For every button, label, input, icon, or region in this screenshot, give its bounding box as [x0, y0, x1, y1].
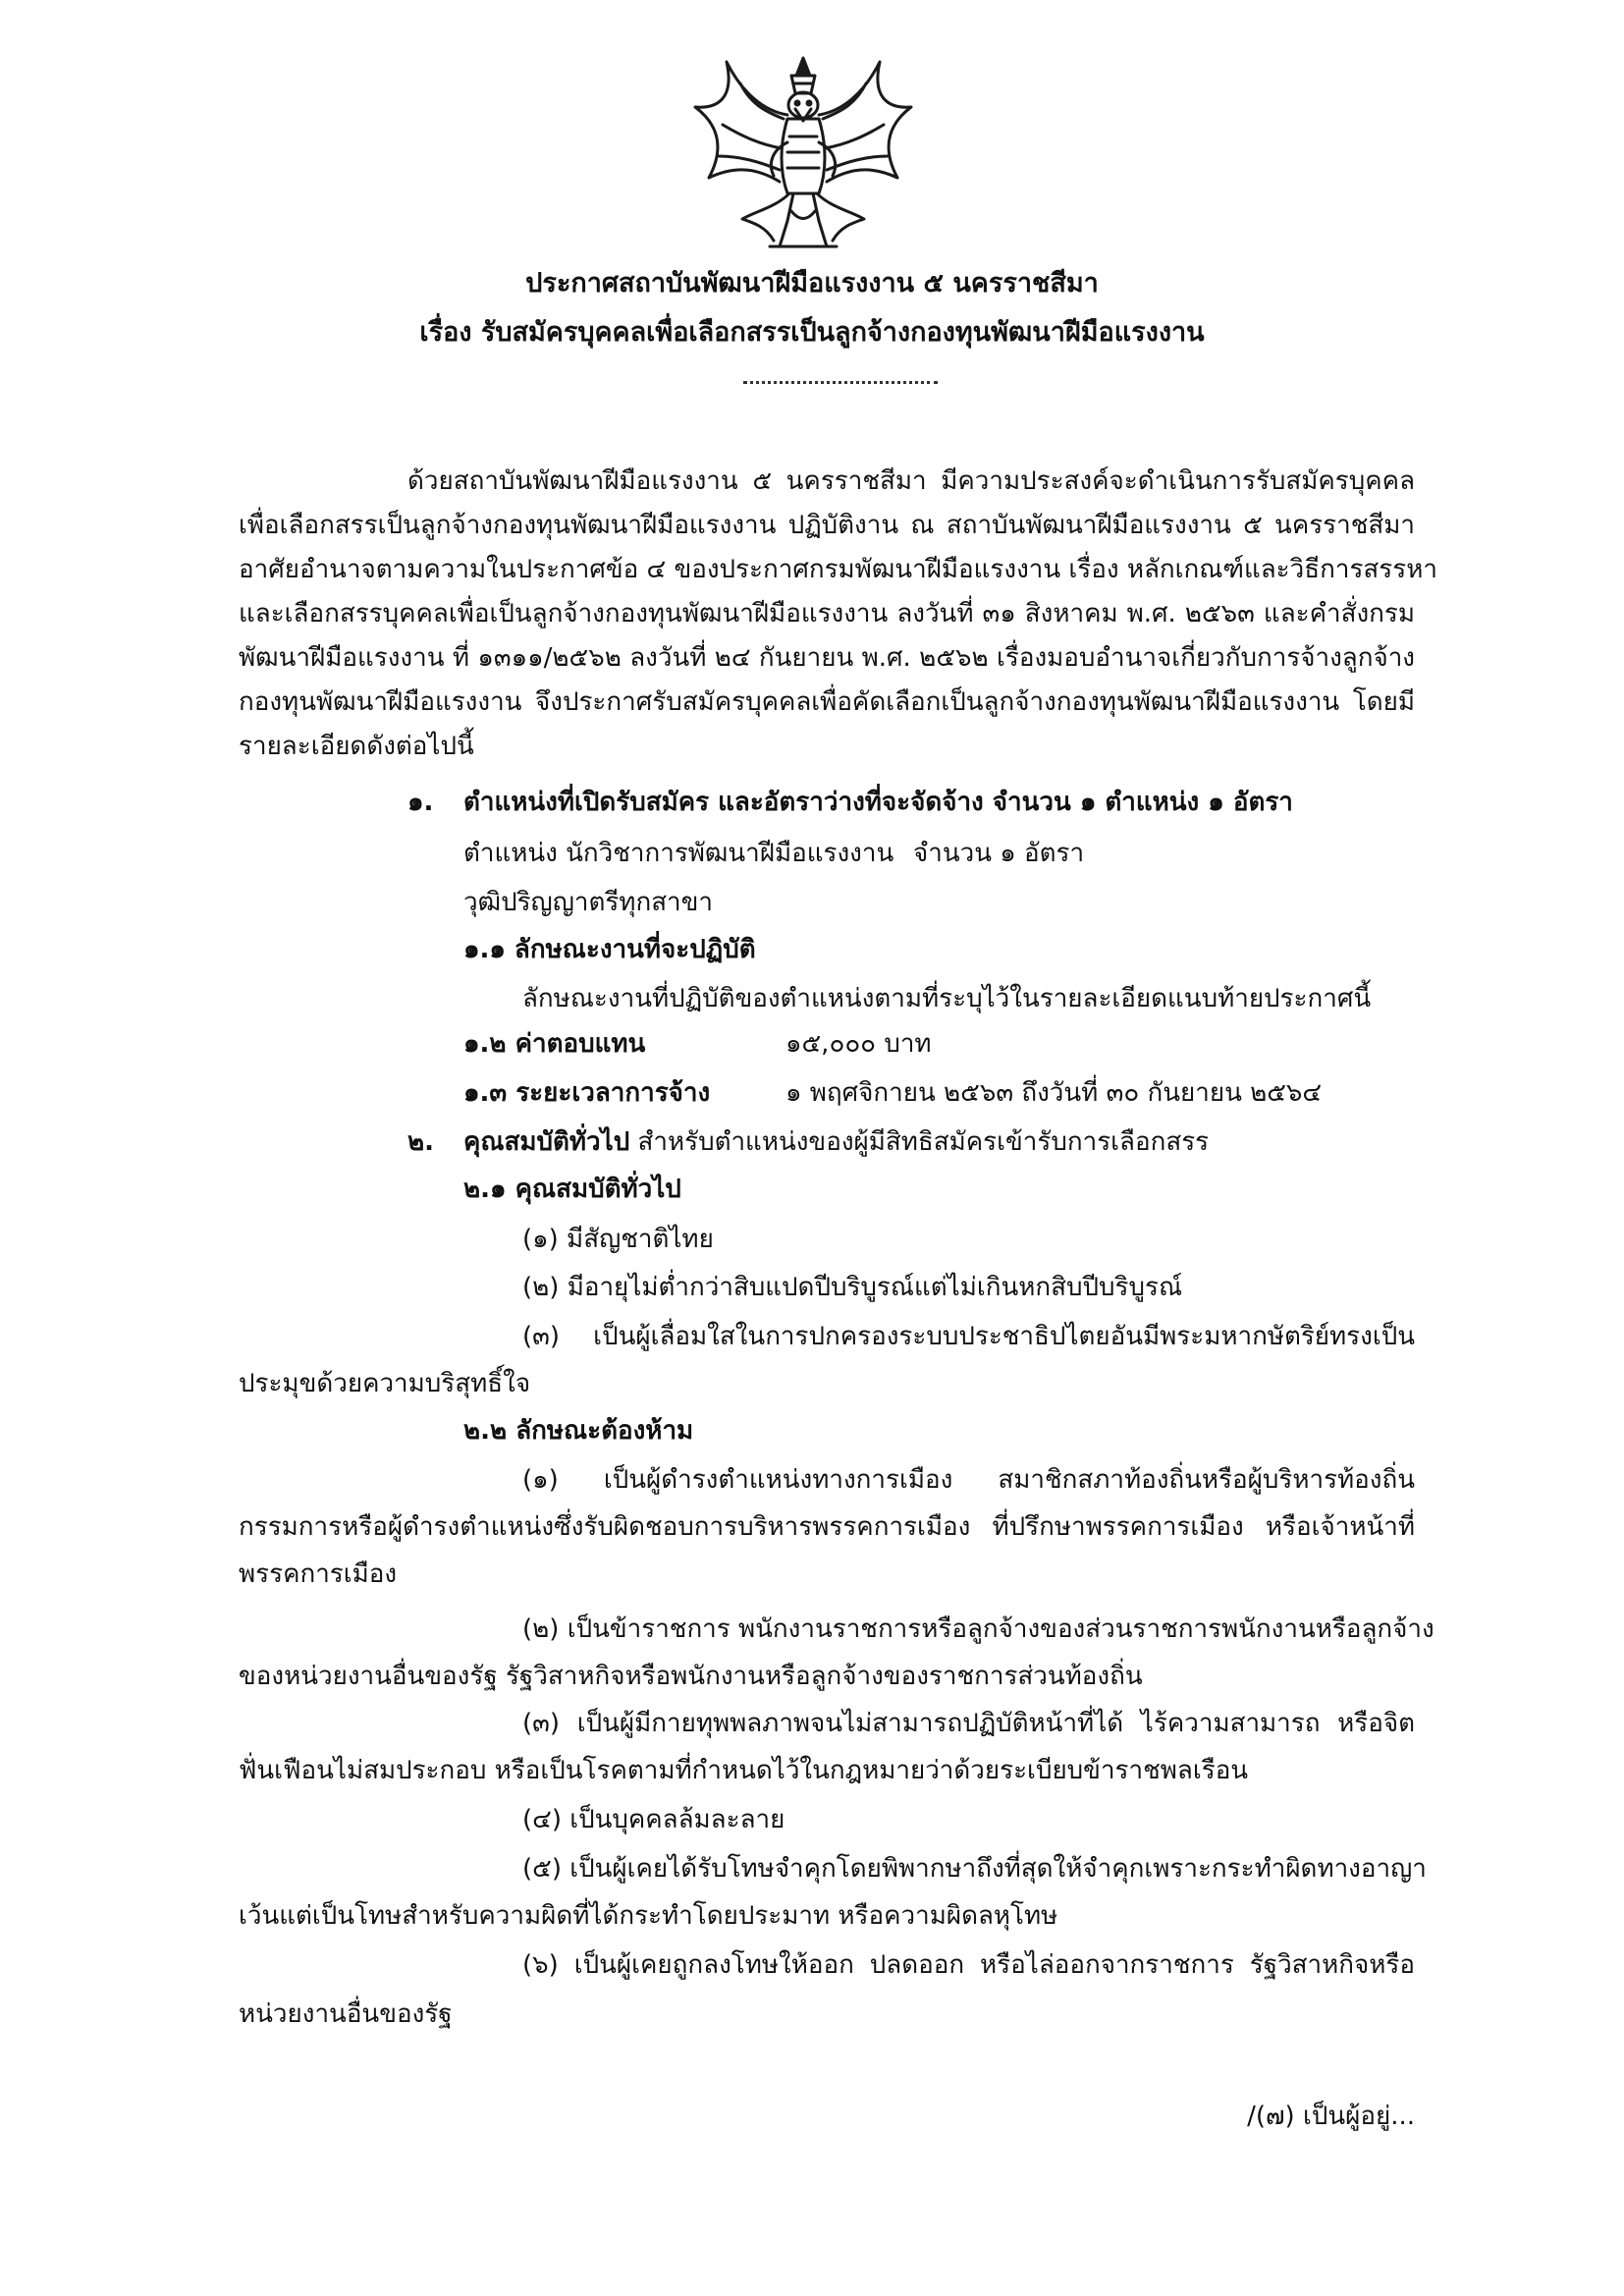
qualification: วุฒิปริญญาตรีทุกสาขา [463, 888, 714, 917]
section-2-number: ๒. [407, 1127, 435, 1157]
intro-line-3: อาศัยอำนาจตามความในประกาศข้อ ๔ ของประกาศกรมพัฒนาฝีมือแรงงาน เรื่อง หลักเกณฑ์และวิธีการสรรหา [239, 555, 1437, 584]
intro-line-1: ด้วยสถาบันพัฒนาฝีมือแรงงาน ๕ นครราชสีมา มีความประสงค์จะดำเนินการรับสมัครบุคคล [407, 466, 1415, 496]
section-2-1-item-2: (๒) มีอายุไม่ต่ำกว่าสิบแปดปีบริบูรณ์แต่ไม่เกินหกสิบปีบริบูรณ์ [522, 1273, 1183, 1302]
intro-line-7: รายละเอียดดังต่อไปนี้ [239, 732, 474, 761]
section-1-1-text: ลักษณะงานที่ปฏิบัติของตำแหน่งตามที่ระบุไว้ในรายละเอียดแนบท้ายประกาศนี้ [522, 984, 1372, 1013]
intro-line-6: กองทุนพัฒนาฝีมือแรงงาน จึงประกาศรับสมัครบุคคลเพื่อคัดเลือกเป็นลูกจ้างกองทุนพัฒนาฝีมือแรงงาน โดยมี [239, 687, 1415, 717]
title-divider-text [0, 0, 1, 1]
section-2-2-item-4: (๔) เป็นบุคคลล้มละลาย [522, 1805, 785, 1834]
section-2-1-item-3-cont: ประมุขด้วยความบริสุทธิ์ใจ [239, 1369, 531, 1398]
section-1-heading: ตำแหน่งที่เปิดรับสมัคร และอัตราว่างที่จะจัดจ้าง จำนวน ๑ ตำแหน่ง ๑ อัตรา [463, 788, 1293, 817]
section-2-2-item-2-cont: ของหน่วยงานอื่นของรัฐ รัฐวิสาหกิจหรือพนักงานหรือลูกจ้างของราชการส่วนท้องถิ่น [239, 1662, 1143, 1691]
intro-line-2: เพื่อเลือกสรรเป็นลูกจ้างกองทุนพัฒนาฝีมือแรงงาน ปฏิบัติงาน ณ สถาบันพัฒนาฝีมือแรงงาน ๕ นครราชสีมา [239, 511, 1415, 540]
section-1-2-label: ๑.๒ ค่าตอบแทน [463, 1029, 646, 1059]
section-2-1-item-1: (๑) มีสัญชาติไทย [522, 1225, 714, 1254]
garuda-emblem-icon [685, 54, 921, 255]
section-1-3-value: ๑ พฤศจิกายน ๒๕๖๓ ถึงวันที่ ๓๐ กันยายน ๒๕๖๔ [785, 1078, 1323, 1108]
section-2-2-item-6: (๖) เป็นผู้เคยถูกลงโทษให้ออก ปลดออก หรือไล่ออกจากราชการ รัฐวิสาหกิจหรือ [522, 1950, 1415, 1980]
section-2-1-heading: ๒.๑ คุณสมบัติทั่วไป [463, 1175, 681, 1204]
section-1-number: ๑. [407, 788, 434, 817]
section-2-2-item-5-cont: เว้นแต่เป็นโทษสำหรับความผิดที่ได้กระทำโดยประมาท หรือความผิดลหุโทษ [239, 1901, 1058, 1931]
section-2-heading: คุณสมบัติทั่วไป [463, 1127, 630, 1157]
announcement-title: ประกาศสถาบันพัฒนาฝีมือแรงงาน ๕ นครราชสีมา [525, 268, 1099, 299]
intro-line-4: และเลือกสรรบุคคลเพื่อเป็นลูกจ้างกองทุนพัฒนาฝีมือแรงงาน ลงวันที่ ๓๑ สิงหาคม พ.ศ. ๒๕๖๓ และคำสั่งกรม [239, 599, 1415, 629]
section-2-2-item-3-cont: ฟั่นเฟือนไม่สมประกอบ หรือเป็นโรคตามที่กำหนดไว้ในกฎหมายว่าด้วยระเบียบข้าราชพลเรือน [239, 1756, 1249, 1785]
section-2-2-item-6-cont: หน่วยงานอื่นของรัฐ [239, 1999, 453, 2029]
section-2-2-item-1-cont: กรรมการหรือผู้ดำรงตำแหน่งซึ่งรับผิดชอบการบริหารพรรคการเมือง ที่ปรึกษาพรรคการเมือง หรือเจ้าหน้าที่ [239, 1512, 1415, 1542]
section-2-2-item-3: (๓) เป็นผู้มีกายทุพพลภาพจนไม่สามารถปฏิบัติหน้าที่ได้ ไร้ความสามารถ หรือจิต [522, 1709, 1415, 1738]
intro-line-5: พัฒนาฝีมือแรงงาน ที่ ๑๓๑๑/๒๕๖๒ ลงวันที่ ๒๔ กันยายน พ.ศ. ๒๕๖๒ เรื่องมอบอำนาจเกี่ยวกับการจ้างลูกจ้าง [239, 643, 1415, 673]
position-count: จำนวน ๑ อัตรา [913, 839, 1085, 868]
section-2-2-item-1-end: พรรคการเมือง [239, 1559, 398, 1589]
section-2-2-heading: ๒.๒ ลักษณะต้องห้าม [463, 1416, 694, 1446]
section-2-heading-rest: สำหรับตำแหน่งของผู้มีสิทธิสมัครเข้ารับการเลือกสรร [637, 1127, 1210, 1157]
section-2-2-item-2: (๒) เป็นข้าราชการ พนักงานราชการหรือลูกจ้างของส่วนราชการพนักงานหรือลูกจ้าง [522, 1614, 1435, 1644]
page-continuation: /(๗) เป็นผู้อยู่... [1247, 2102, 1415, 2131]
section-2-2-item-5: (๕) เป็นผู้เคยได้รับโทษจำคุกโดยพิพากษาถึงที่สุดให้จำคุกเพราะกระทำผิดทางอาญา [522, 1854, 1427, 1884]
section-2-2-item-1: (๑) เป็นผู้ดำรงตำแหน่งทางการเมือง สมาชิกสภาท้องถิ่นหรือผู้บริหารท้องถิ่น [522, 1465, 1415, 1495]
section-2-1-item-3: (๓) เป็นผู้เลื่อมใสในการปกครองระบบประชาธิปไตยอันมีพระมหากษัตริย์ทรงเป็น [522, 1322, 1415, 1351]
section-1-2-value: ๑๕,๐๐๐ บาท [785, 1029, 932, 1059]
section-2-heading-line [463, 1125, 1209, 1159]
announcement-subject: เรื่อง รับสมัครบุคคลเพื่อเลือกสรรเป็นลูกจ้างกองทุนพัฒนาฝีมือแรงงาน [419, 317, 1205, 348]
position-title: ตำแหน่ง นักวิชาการพัฒนาฝีมือแรงงาน [463, 839, 894, 868]
title-divider [743, 381, 938, 384]
section-1-3-label: ๑.๓ ระยะเวลาการจ้าง [463, 1078, 711, 1108]
section-1-1-heading: ๑.๑ ลักษณะงานที่จะปฏิบัติ [463, 935, 756, 964]
